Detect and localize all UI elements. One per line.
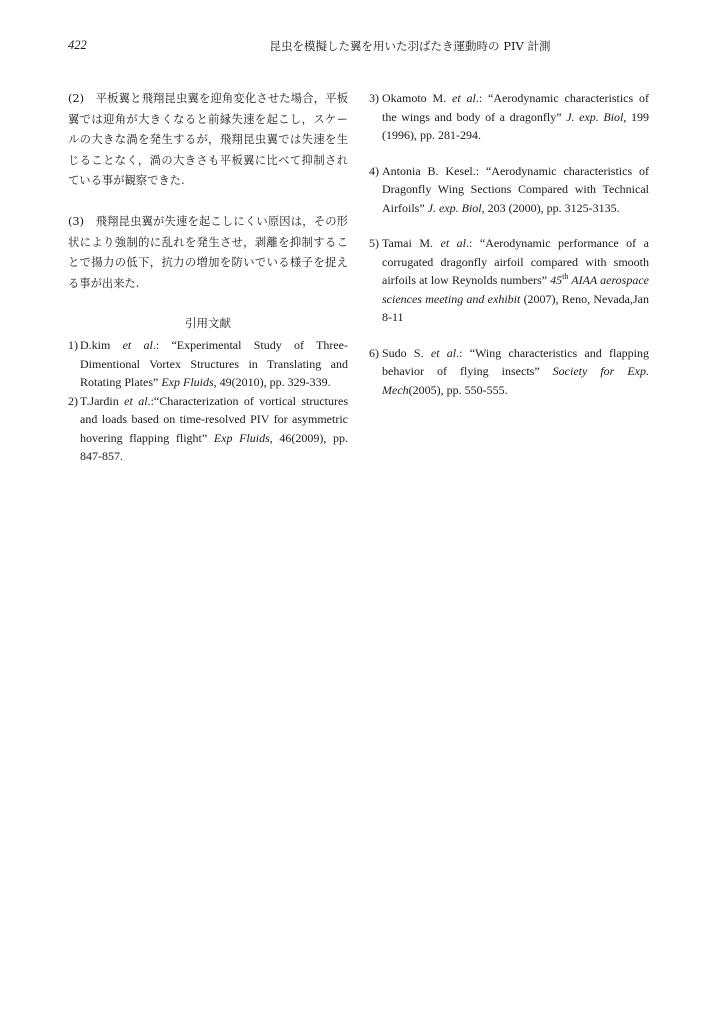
reference-authors: Okamoto M. bbox=[382, 91, 453, 105]
reference-sep: .: bbox=[456, 345, 470, 360]
conclusion-3-text: 飛翔昆虫翼が失速を起こしにくい原因は，その形状により強制的に乱れを発生させ，剥離を抑制することで揚力の低下，抗力の増加を防いでいる様子を捉える事が出来た. bbox=[68, 214, 348, 290]
reference-etal: et al bbox=[452, 91, 476, 105]
reference-number: 6) bbox=[369, 345, 379, 360]
reference-journal: AIAA aerospace sciences meeting and exhibit bbox=[382, 273, 649, 306]
conclusion-2-number: (2) bbox=[68, 92, 85, 105]
conclusion-3-number: (3) bbox=[68, 214, 85, 228]
reference-details: (2005), pp. 550-555. bbox=[408, 382, 508, 397]
conclusion-3 bbox=[68, 212, 348, 294]
reference-number: 3) bbox=[369, 91, 379, 105]
reference-title: “Aerodynamic characteristics of the wings and body of a dragonfly” bbox=[382, 91, 649, 124]
reference-details: (2007), Reno, Nevada,Jan 8-11 bbox=[382, 291, 649, 324]
page-number: 422 bbox=[68, 38, 87, 52]
reference-authors: Sudo S. bbox=[382, 345, 431, 360]
reference-number: 1) bbox=[68, 338, 78, 353]
reference-number: 4) bbox=[369, 163, 379, 178]
reference-etal: et al bbox=[440, 236, 467, 250]
right-column bbox=[369, 89, 649, 416]
reference-6 bbox=[369, 344, 649, 400]
reference-etal: et al bbox=[124, 393, 148, 408]
reference-journal: Society for Exp. Mech bbox=[382, 364, 649, 397]
reference-authors: D.kim bbox=[80, 338, 123, 353]
reference-number: 5) bbox=[369, 236, 379, 250]
reference-title: “Wing characteristics and flapping behavior of flying insects” bbox=[382, 345, 649, 378]
reference-authors: T.Jardin bbox=[80, 393, 125, 408]
reference-4 bbox=[369, 162, 649, 218]
reference-etal: et al bbox=[430, 345, 457, 360]
reference-title: “Aerodynamic characteristics of Dragonfly Wing Sections Compared with Technical Airfoils” bbox=[382, 163, 649, 215]
reference-journal-ordinal: th bbox=[562, 272, 569, 281]
running-title: 昆虫を模擬した翼を用いた羽ばたき運動時の PIV 計測 bbox=[269, 39, 551, 53]
reference-etal: et al bbox=[122, 338, 153, 353]
reference-details: , 46(2009), pp. 847-857. bbox=[80, 430, 349, 464]
reference-sep: .: bbox=[475, 91, 489, 105]
reference-journal: Exp Fluids bbox=[213, 430, 270, 445]
reference-2 bbox=[68, 392, 348, 466]
reference-number: 2) bbox=[68, 393, 78, 408]
conclusion-2-text: 平板翼と飛翔昆虫翼を迎角変化させた場合，平板翼では迎角が大きくなると前縁失速を起こし，スケールの大きな渦を発生するが，飛翔昆虫翼では失速を生じることなく，渦の大きさも平板翼に比べて抑制されている事が観察できた. bbox=[68, 92, 348, 188]
references-heading: 引用文献 bbox=[185, 316, 231, 331]
conclusion-2 bbox=[68, 89, 348, 192]
reference-3 bbox=[369, 89, 649, 145]
reference-authors: Tamai M. bbox=[382, 236, 441, 250]
reference-journal-number: 45 bbox=[550, 273, 563, 287]
reference-sep: .: bbox=[147, 393, 154, 408]
reference-journal: Exp Fluids bbox=[161, 375, 214, 390]
reference-journal: J. exp. Biol bbox=[566, 109, 624, 124]
reference-details: , 49(2010), pp. 329-339. bbox=[213, 375, 331, 390]
left-column bbox=[68, 89, 348, 466]
reference-title: “Characterization of vortical structures and loads based on time-resolved PIV for asymmetric hovering flapping flight” bbox=[80, 393, 349, 445]
reference-1 bbox=[68, 336, 348, 392]
reference-authors: Antonia B. Kesel.: bbox=[382, 163, 486, 178]
reference-5 bbox=[369, 234, 649, 327]
reference-journal: J. exp. Biol bbox=[427, 200, 482, 215]
reference-title: “Experimental Study of Three-Dimentional Vortex Structures in Translating and Rotating Plates” bbox=[80, 338, 349, 390]
reference-details: , 203 (2000), pp. 3125-3135. bbox=[481, 200, 620, 215]
reference-details: , 199 (1996), pp. 281-294. bbox=[382, 109, 649, 142]
reference-sep: .: bbox=[466, 236, 480, 250]
reference-sep: .: bbox=[152, 338, 172, 353]
reference-title: “Aerodynamic performance of a corrugated dragonfly airfoil compared with smooth airfoils at low Reynolds numbers” bbox=[382, 236, 650, 287]
